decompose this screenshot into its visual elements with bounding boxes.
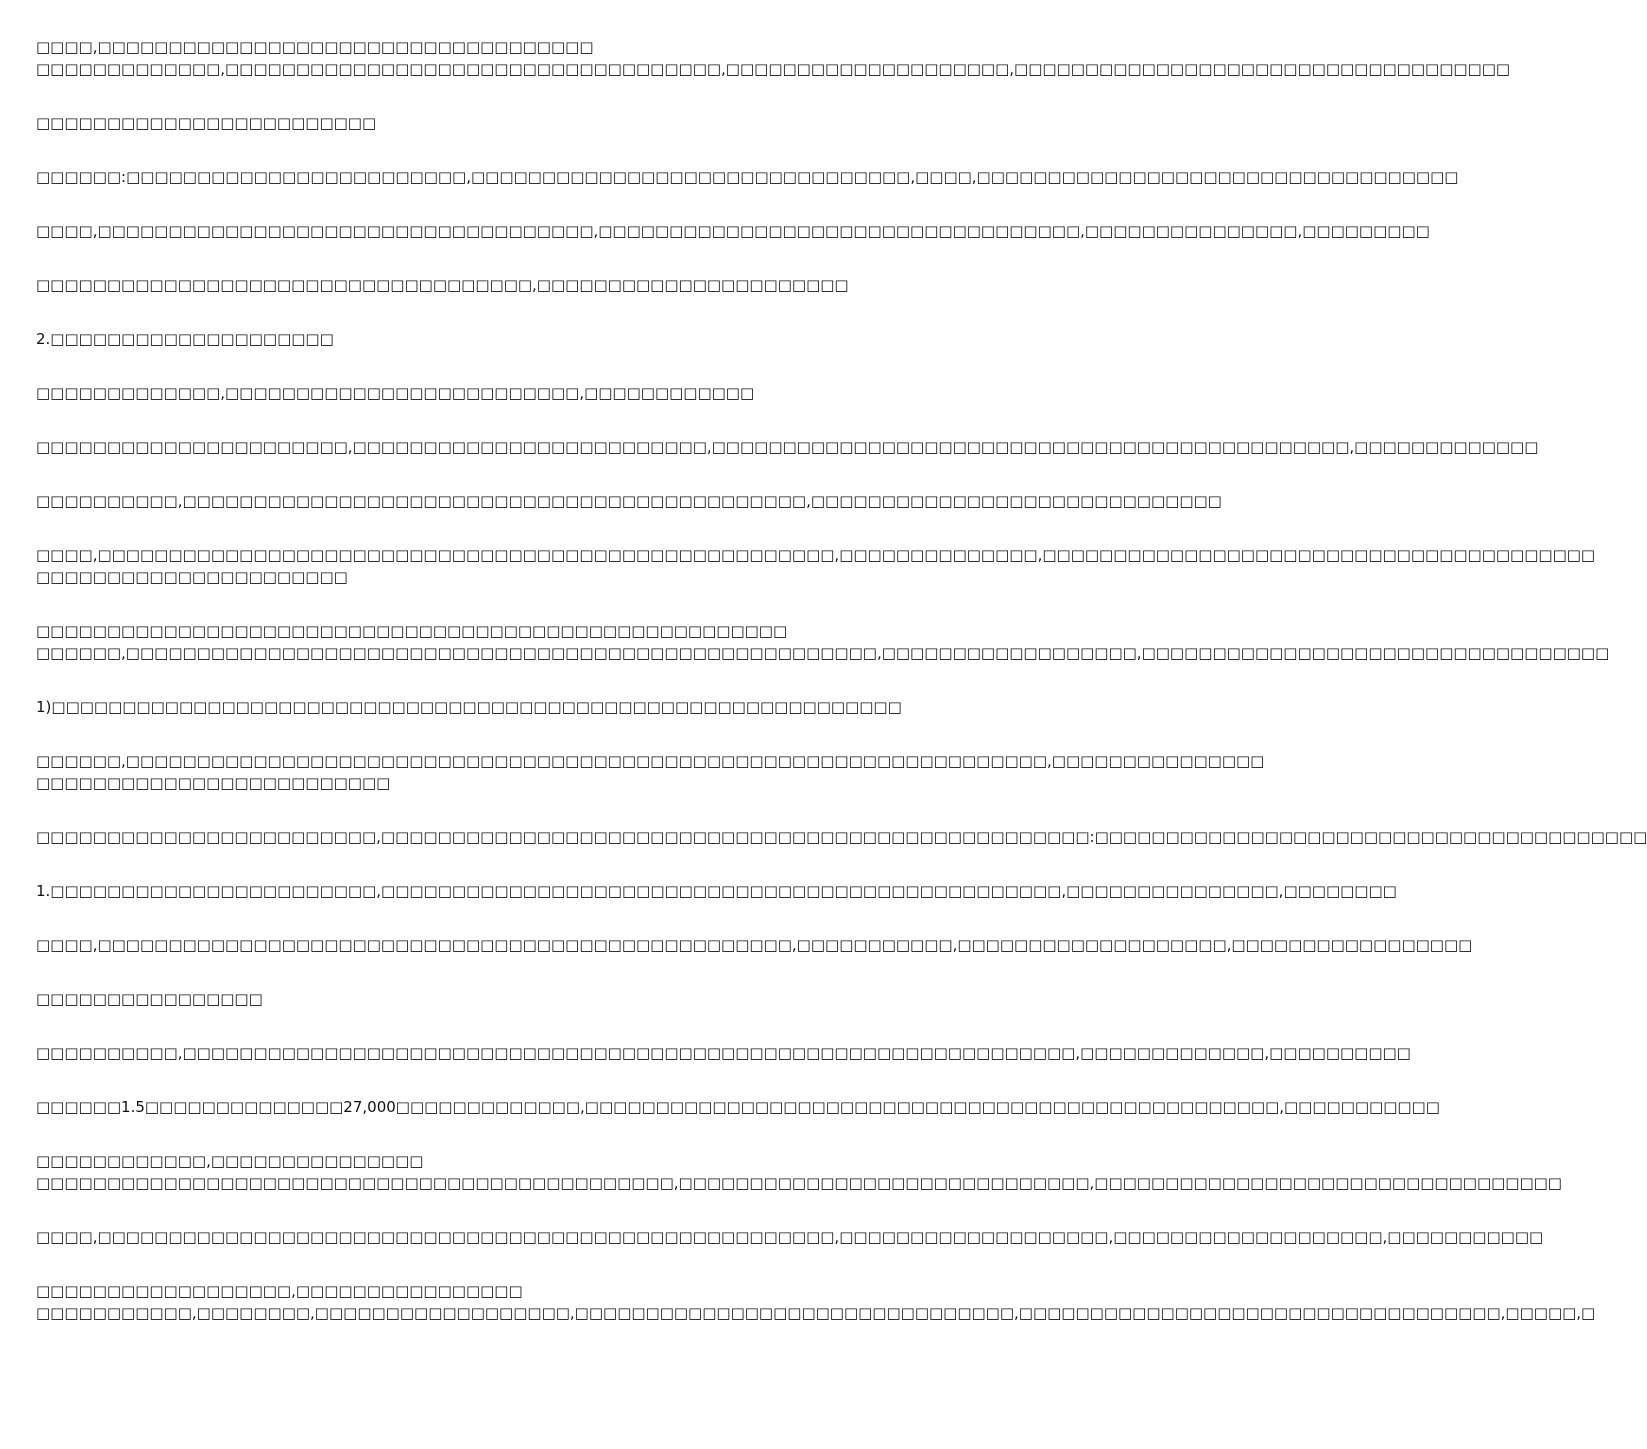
document-body (36, 38, 1647, 1322)
text-line-13: □□□□□□□□□□□□□□□□□□□□□□□□□□□□□□□□□□□□□□□□□□□□□□□□□□□□□ (36, 622, 788, 640)
text-line-11: □□□□,□□□□□□□□□□□□□□□□□□□□□□□□□□□□□□□□□□□□□□□□□□□□□□□□□□□□,□□□□□□□□□□□□□□,□□□□□□□□□□□□□□□□□□□□□□□□□□□□□□□□□□□□□□□ (36, 546, 1596, 564)
text-line-12: □□□□□□□□□□□□□□□□□□□□□□ (36, 568, 348, 586)
text-line-25: □□□□□□□□□□□□□□□□□□□□□□□□□□□□□□□□□□□□□□□□□□□□□,□□□□□□□□□□□□□□□□□□□□□□□□□□□□□,□□□□□□□□□□□□□□□□□□□□□□□□□□□□□□□□□ (36, 1174, 1562, 1192)
text-line-14: □□□□□□,□□□□□□□□□□□□□□□□□□□□□□□□□□□□□□□□□□□□□□□□□□□□□□□□□□□□□,□□□□□□□□□□□□□□□□□□,□□□□□□□□□□□□□□□□□□□□□□□□□□□□□□□□□ (36, 644, 1610, 662)
text-line-20: □□□□,□□□□□□□□□□□□□□□□□□□□□□□□□□□□□□□□□□□□□□□□□□□□□□□□□,□□□□□□□□□□□,□□□□□□□□□□□□□□□□□□□,□□□□□□□□□□□□□□□□□ (36, 936, 1473, 954)
list-item-1: 1)□□□□□□□□□□□□□□□□□□□□□□□□□□□□□□□□□□□□□□□□□□□□□□□□□□□□□□□□□□□□ (36, 698, 902, 716)
text-line-17: □□□□□□□□□□□□□□□□□□□□□□□□□ (36, 774, 391, 792)
text-line-4: □□□□□□:□□□□□□□□□□□□□□□□□□□□□□□□,□□□□□□□□□□□□□□□□□□□□□□□□□□□□□□□,□□□□,□□□□□□□□□□□□□□□□□□□□□□□□□□□□□□□□□□ (36, 168, 1459, 186)
text-line-28: □□□□□□□□□□□,□□□□□□□□,□□□□□□□□□□□□□□□□□□,□□□□□□□□□□□□□□□□□□□□□□□□□□□□□□□,□□□□□□□□□□□□□□□□□□□□□□□□□□□□□□□□□□,□□□□□,□ (36, 1304, 1596, 1322)
text-line-16: □□□□□□,□□□□□□□□□□□□□□□□□□□□□□□□□□□□□□□□□□□□□□□□□□□□□□□□□□□□□□□□□□□□□□□□□,□□□□□□□□□□□□□□□ (36, 752, 1265, 770)
text-line-9: □□□□□□□□□□□□□□□□□□□□□□,□□□□□□□□□□□□□□□□□□□□□□□□□,□□□□□□□□□□□□□□□□□□□□□□□□□□□□□□□□□□□□□□□□□□□□□,□□□□□□□□□□□□□ (36, 438, 1539, 456)
numbered-item-1: 1.□□□□□□□□□□□□□□□□□□□□□□□,□□□□□□□□□□□□□□□□□□□□□□□□□□□□□□□□□□□□□□□□□□□□□□□□,□□□□□□□□□□□□□□□,□□□□□□□□ (36, 882, 1397, 900)
text-line-23: □□□□□□1.5□□□□□□□□□□□□□□27,000□□□□□□□□□□□□□,□□□□□□□□□□□□□□□□□□□□□□□□□□□□□□□□□□□□□□□□□□□□□□□□□,□□□□□□□□□□□ (36, 1098, 1440, 1116)
text-line-21: □□□□□□□□□□□□□□□□ (36, 990, 263, 1008)
section-heading-2: 2.□□□□□□□□□□□□□□□□□□□□ (36, 330, 334, 348)
text-line-2: □□□□□□□□□□□□□,□□□□□□□□□□□□□□□□□□□□□□□□□□□□□□□□□□□,□□□□□□□□□□□□□□□□□□□□,□□□□□□□□□□□□□□□□□□□□□□□□□□□□□□□□□□□ (36, 60, 1511, 78)
text-line-10: □□□□□□□□□□,□□□□□□□□□□□□□□□□□□□□□□□□□□□□□□□□□□□□□□□□□□□□,□□□□□□□□□□□□□□□□□□□□□□□□□□□□□ (36, 492, 1222, 510)
text-line-3: □□□□□□□□□□□□□□□□□□□□□□□□ (36, 114, 377, 132)
text-line-1: □□□□,□□□□□□□□□□□□□□□□□□□□□□□□□□□□□□□□□□□ (36, 38, 594, 56)
text-line-6: □□□□□□□□□□□□□□□□□□□□□□□□□□□□□□□□□□□,□□□□□□□□□□□□□□□□□□□□□□ (36, 276, 849, 294)
text-line-8: □□□□□□□□□□□□□,□□□□□□□□□□□□□□□□□□□□□□□□□,□□□□□□□□□□□□ (36, 384, 755, 402)
text-line-22: □□□□□□□□□□,□□□□□□□□□□□□□□□□□□□□□□□□□□□□□□□□□□□□□□□□□□□□□□□□□□□□□□□□□□□□□□□,□□□□□□□□□□□□□,□□□□□□□□□□ (36, 1044, 1411, 1062)
text-line-26: □□□□,□□□□□□□□□□□□□□□□□□□□□□□□□□□□□□□□□□□□□□□□□□□□□□□□□□□□,□□□□□□□□□□□□□□□□□□□,□□□□□□□□□□□□□□□□□□□,□□□□□□□□□□□ (36, 1228, 1544, 1246)
text-line-5: □□□□,□□□□□□□□□□□□□□□□□□□□□□□□□□□□□□□□□□□,□□□□□□□□□□□□□□□□□□□□□□□□□□□□□□□□□□,□□□□□□□□□□□□□□□,□□□□□□□□□ (36, 222, 1430, 240)
text-line-18: □□□□□□□□□□□□□□□□□□□□□□□□,□□□□□□□□□□□□□□□□□□□□□□□□□□□□□□□□□□□□□□□□□□□□□□□□□□:□□□□□□□□□□□□□□□□□□□□□□□□□□□□□□□□□□□□□□□ (36, 828, 1647, 846)
text-line-27: □□□□□□□□□□□□□□□□□□,□□□□□□□□□□□□□□□□ (36, 1282, 523, 1300)
text-line-24: □□□□□□□□□□□□,□□□□□□□□□□□□□□□ (36, 1152, 424, 1170)
